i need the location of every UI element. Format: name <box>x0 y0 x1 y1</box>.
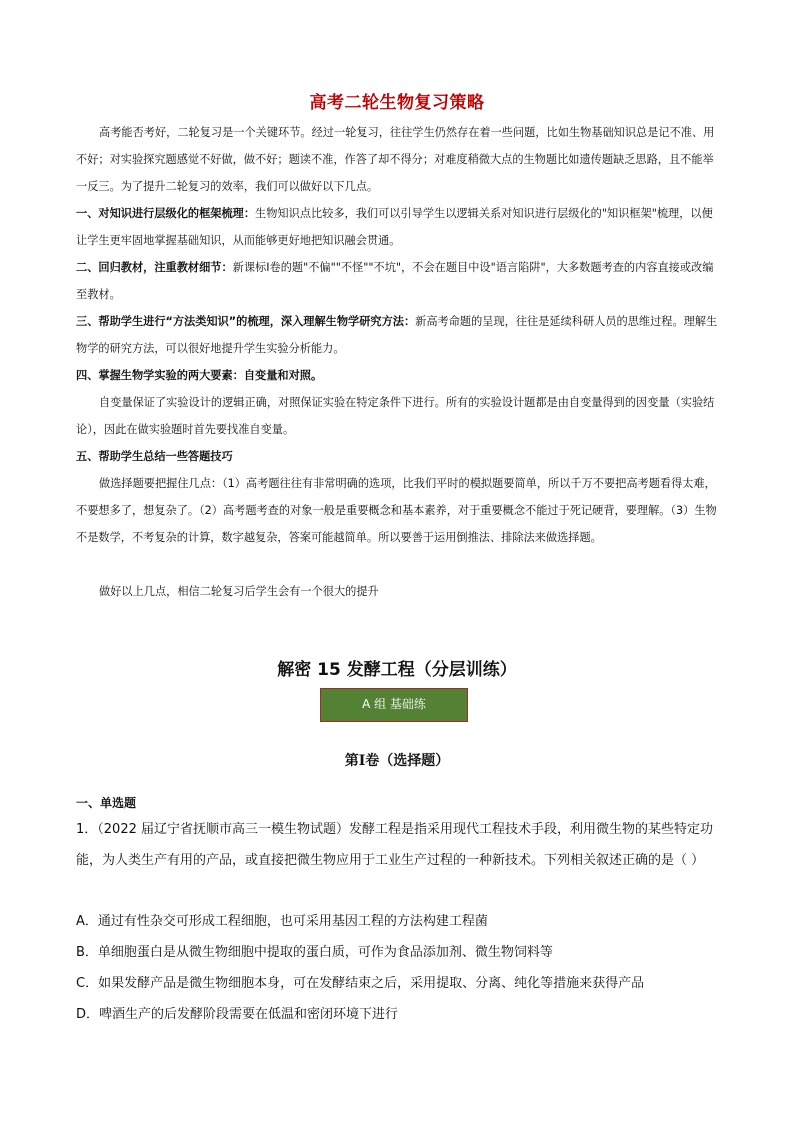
option-d: D．啤酒生产的后发酵阶段需要在低温和密闭环境下进行 <box>76 1007 399 1022</box>
option-b: B．单细胞蛋白是从微生物细胞中提取的蛋白质，可作为食品添加剂、微生物饲料等 <box>76 945 553 960</box>
intro-paragraph: 高考能否考好，二轮复习是一个关键环节。经过一轮复习，往往学生仍然存在着一些问题，比如生物基础知识总是记不准、用不好；对实验探究题感觉不好做，做不好；题读不准，作答了却不得分；对难度稍微大点的生物题比如遗传题缺乏思路，且不能举一反三。为了提升二轮复习的效率，我们可以做好以下几点。 <box>76 126 715 193</box>
closing-line: 做好以上几点，相信二轮复习后学生会有一个很大的提升 <box>99 585 379 598</box>
point-5-heading: 五、帮助学生总结一些答题技巧 <box>76 450 233 463</box>
point-1-heading: 一、对知识进行层级化的框架梳理： <box>76 207 256 220</box>
point-2 <box>76 254 718 308</box>
question-1: 1．（2022 届辽宁省抚顺市高三一模生物试题）发酵工程是指采用现代工程技术手段，利用微生物的某些特定功能，为人类生产有用的产品，或直接把微生物应用于工业生产过程的一种新技术。下列相关叙述正确的是（ ） <box>76 822 713 868</box>
point-3-heading: 三、帮助学生进行“方法类知识”的梳理，深入理解生物学研究方法： <box>76 315 416 328</box>
point-1-text: 生物知识点比较多，我们可以引导学生以逻辑关系对知识进行层级化的"知识框架"梳理，以便让学生更牢固地掌握基础知识，从而能够更好地把知识融会贯通。 <box>76 207 713 247</box>
point-5-text: 做选择题要把握住几点：（1）高考题往往有非常明确的选项，比我们平时的模拟题要简单，所以千万不要把高考题看得太难，不要想多了，想复杂了。（2）高考题考查的对象一般是重要概念和基本素养，对于重要概念不能过于死记硬背，要理解。（3）生物不是数学，不考复杂的计算，数字越复杂，答案可能越简单。所以要善于运用倒推法、排除法来做选择题。 <box>76 477 717 544</box>
group-badge: A 组 基础练 <box>320 688 468 722</box>
volume-title: 第Ⅰ卷（选择题） <box>344 753 450 769</box>
point-3-text: 新高考命题的呈现，往往是延续科研人员的思维过程。理解生物学的研究方法，可以很好地提升学生实验分析能力。 <box>76 315 718 355</box>
option-a: A．通过有性杂交可形成工程细胞，也可采用基因工程的方法构建工程菌 <box>76 914 488 929</box>
exam-title: 解密 15 发酵工程（分层训练） <box>277 660 517 680</box>
point-4-text: 自变量保证了实验设计的逻辑正确，对照保证实验在特定条件下进行。所有的实验设计题都是由自变量得到的因变量（实验结论），因此在做实验题时首先要找准自变量。 <box>76 396 715 436</box>
point-4-heading: 四、掌握生物学实验的两大要素：自变量和对照。 <box>76 369 323 382</box>
point-2-text: 新课标Ⅰ卷的题"不偏""不怪""不坑"，不会在题目中设"语言陷阱"，大多数题考查的内容直接或改编至教材。 <box>76 261 714 301</box>
point-3 <box>76 308 718 362</box>
section-heading: 一、单选题 <box>76 796 137 810</box>
point-2-heading: 二、回归教材，注重教材细节： <box>76 261 233 274</box>
option-c: C．如果发酵产品是微生物细胞本身，可在发酵结束之后，采用提取、分离、纯化等措施来获得产品 <box>76 976 645 991</box>
point-1 <box>76 200 718 254</box>
strategy-title: 高考二轮生物复习策略 <box>309 93 485 113</box>
